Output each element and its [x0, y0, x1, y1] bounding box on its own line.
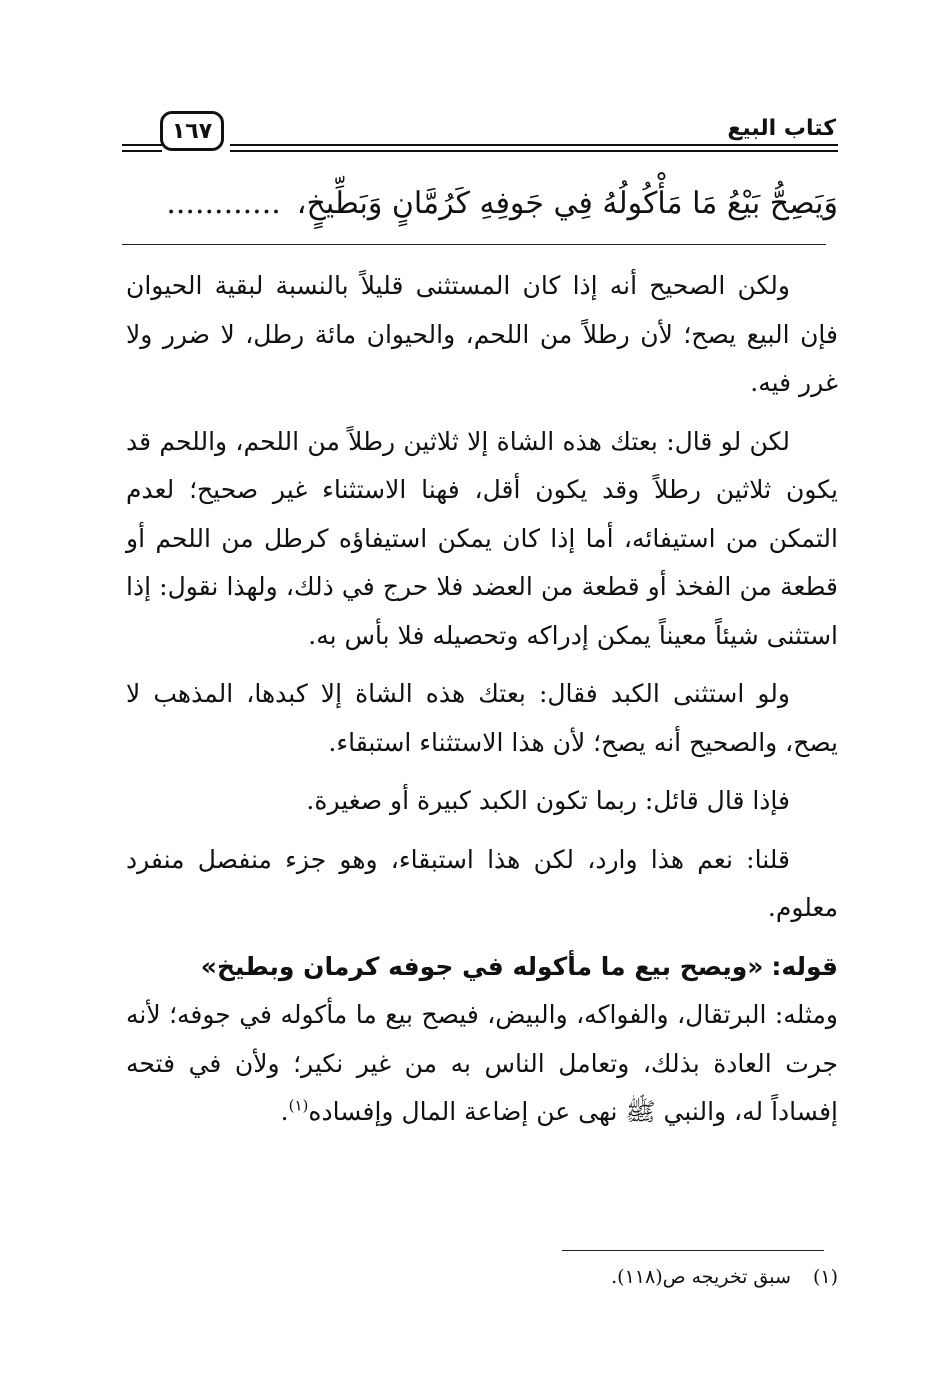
matn-text-line	[118, 186, 838, 221]
paragraph-2: لكن لو قال: بعتك هذه الشاة إلا ثلاثين رطلاً من اللحم، واللحم قد يكون ثلاثين رطلاً وقد يكون أقل، فهنا الاستثناء غير صحيح؛ لعدم التمكن من استيفائه، أما إذا كان يمكن استيفاؤه كرطل من اللحم أو قطعة من الفخذ أو قطعة من العضد فلا حرج في ذلك، ولهذا نقول: إذا استثنى شيئاً معيناً يمكن إدراكه وتحصيله فلا بأس به.	[126, 426, 839, 650]
paragraph-5: قلنا: نعم هذا وارد، لكن هذا استبقاء، وهو جزء منفصل منفرد معلوم.	[126, 844, 838, 922]
header-rule-right-bottom	[230, 150, 838, 152]
commentary-body	[126, 262, 838, 1147]
header-rule-left-bottom	[122, 150, 162, 152]
footnote-separator	[562, 1250, 824, 1251]
paragraph-6-text: ومثله: البرتقال، والفواكه، والبيض، فيصح بيع ما مأكوله في جوفه؛ لأنه جرت العادة بذلك، وتعامل الناس به من غير نكير؛ ولأن في فتحه إفساداً له، والنبي ﷺ نهى عن إضاعة المال وإفساده	[126, 1000, 838, 1126]
footnote-text: سبق تخريجه ص(١١٨).	[611, 1266, 791, 1288]
paragraph-1: ولكن الصحيح أنه إذا كان المستثنى قليلاً بالنسبة لبقية الحيوان فإن البيع يصح؛ لأن رطلاً من اللحم، والحيوان مائة رطل، لا ضرر ولا غرر فيه.	[126, 271, 838, 397]
paragraph-3: ولو استثنى الكبد فقال: بعتك هذه الشاة إلا كبدها، المذهب لا يصح، والصحيح أنه يصح؛ لأن هذا الاستثناء استبقاء.	[126, 679, 838, 757]
header-rule-left-top	[122, 144, 162, 146]
paragraph-6-end: .	[280, 1097, 289, 1126]
footnote-reference[interactable]: (١)	[288, 1096, 309, 1115]
paragraph-6	[126, 943, 838, 1137]
header-rule-right-top	[230, 144, 838, 146]
matn-quote: «ويصح بيع ما مأكوله في جوفه كرمان وبطيخ»	[200, 951, 764, 981]
matn-dots: ............	[166, 186, 281, 221]
quote-label: قوله:	[771, 951, 838, 981]
page-number: ١٦٧	[160, 111, 224, 151]
paragraph-4: فإذا قال قائل: ربما تكون الكبد كبيرة أو صغيرة.	[306, 786, 790, 815]
matn-separator	[122, 244, 826, 245]
matn-text: وَيَصِحُّ بَيْعُ مَا مَأْكُولُهُ فِي جَوفِهِ كَرُمَّانٍ وَبَطِّيخٍ،	[296, 186, 838, 221]
footnote	[338, 1266, 838, 1288]
book-title: كتاب البيع	[727, 116, 836, 141]
footnote-number: (١)	[812, 1266, 838, 1288]
